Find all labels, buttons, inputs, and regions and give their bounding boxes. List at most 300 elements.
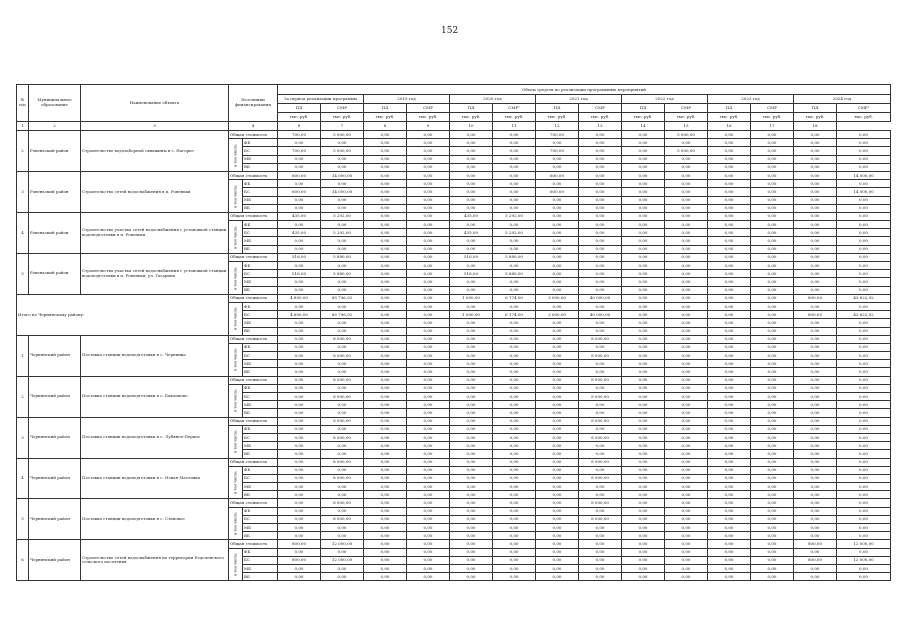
- value-cell: 0,00: [536, 262, 579, 270]
- value-cell: 8 000,00: [579, 499, 622, 507]
- value-cell: 0,00: [407, 212, 450, 220]
- value-cell: 0,00: [665, 483, 708, 491]
- value-cell: 0,00: [493, 221, 536, 229]
- value-cell: 0,00: [450, 319, 493, 327]
- value-cell: 0,00: [665, 540, 708, 548]
- value-cell: 8 000,00: [579, 376, 622, 384]
- header-unit-label: тыс. руб.: [708, 113, 751, 122]
- value-cell: 4 800,00: [278, 311, 321, 319]
- source-label: МБ: [243, 237, 278, 245]
- value-cell: 0,00: [837, 327, 891, 335]
- value-cell: 0,00: [665, 499, 708, 507]
- value-cell: 0,00: [665, 474, 708, 482]
- value-cell: 0,00: [794, 180, 837, 188]
- value-cell: 0,00: [665, 180, 708, 188]
- value-cell: 0,00: [622, 229, 665, 237]
- header-column-number: 16: [708, 122, 751, 131]
- value-cell: 0,00: [708, 262, 751, 270]
- value-cell: 0,00: [751, 450, 794, 458]
- value-cell: 0,00: [364, 548, 407, 556]
- header-year: 2023 год: [708, 95, 794, 104]
- value-cell: 0,00: [708, 556, 751, 564]
- value-cell: 0,00: [751, 229, 794, 237]
- value-cell: 0,00: [278, 564, 321, 572]
- object-cell: Строительство участка сетей водоснабжения с установкой станции водоподготовки в п. Ровеньки, ул. Гагарина: [81, 253, 229, 294]
- value-cell: 0,00: [450, 564, 493, 572]
- value-cell: 0,00: [794, 319, 837, 327]
- value-cell: 0,00: [622, 237, 665, 245]
- value-cell: 0,00: [665, 270, 708, 278]
- value-cell: 0,00: [794, 204, 837, 212]
- value-cell: 0,00: [364, 483, 407, 491]
- value-cell: 0,00: [536, 335, 579, 343]
- header-year: 2021 год: [536, 95, 622, 104]
- table-row: [17, 131, 891, 139]
- value-cell: 0,00: [579, 483, 622, 491]
- value-cell: 0,00: [579, 139, 622, 147]
- value-cell: 0,00: [364, 327, 407, 335]
- value-cell: 0,00: [794, 139, 837, 147]
- value-cell: 0,00: [622, 270, 665, 278]
- value-cell: 5 000,00: [321, 131, 364, 139]
- value-cell: 0,00: [450, 474, 493, 482]
- value-cell: 0,00: [278, 360, 321, 368]
- value-cell: 0,00: [751, 499, 794, 507]
- value-cell: 8 000,00: [579, 417, 622, 425]
- value-cell: 0,00: [493, 458, 536, 466]
- value-cell: 0,00: [751, 417, 794, 425]
- value-cell: 0,00: [665, 237, 708, 245]
- value-cell: 0,00: [450, 515, 493, 523]
- value-cell: 0,00: [794, 237, 837, 245]
- value-cell: 0,00: [407, 237, 450, 245]
- value-cell: 0,00: [321, 360, 364, 368]
- value-cell: 0,00: [708, 343, 751, 351]
- value-cell: 0,00: [708, 286, 751, 294]
- header-column-number: 2: [29, 122, 81, 131]
- value-cell: 0,00: [493, 188, 536, 196]
- value-cell: 700,00: [536, 147, 579, 155]
- value-cell: 0,00: [751, 393, 794, 401]
- row-number: 5: [17, 253, 29, 294]
- value-cell: 0,00: [837, 278, 891, 286]
- value-cell: 0,00: [837, 450, 891, 458]
- value-cell: 0,00: [751, 171, 794, 179]
- value-cell: 0,00: [364, 319, 407, 327]
- value-cell: 0,00: [708, 237, 751, 245]
- source-label: ВБ: [243, 245, 278, 253]
- value-cell: 0,00: [837, 352, 891, 360]
- value-cell: 0,00: [536, 302, 579, 310]
- value-cell: 0,00: [364, 368, 407, 376]
- source-label: МБ: [243, 442, 278, 450]
- value-cell: 8 000,00: [579, 474, 622, 482]
- value-cell: 0,00: [407, 229, 450, 237]
- value-cell: 0,00: [450, 335, 493, 343]
- value-cell: 0,00: [794, 327, 837, 335]
- header-unit-label: тыс. руб.: [622, 113, 665, 122]
- value-cell: 0,00: [450, 556, 493, 564]
- value-cell: 0,00: [579, 212, 622, 220]
- value-cell: 0,00: [622, 532, 665, 540]
- value-cell: 0,00: [794, 515, 837, 523]
- value-cell: 0,00: [278, 204, 321, 212]
- value-cell: 43 622,92: [837, 311, 891, 319]
- value-cell: 0,00: [536, 425, 579, 433]
- value-cell: 0,00: [665, 245, 708, 253]
- value-cell: 0,00: [622, 278, 665, 286]
- header-column-number: 10: [450, 122, 493, 131]
- value-cell: 0,00: [536, 564, 579, 572]
- value-cell: 0,00: [708, 491, 751, 499]
- value-cell: 0,00: [278, 335, 321, 343]
- value-cell: 0,00: [794, 221, 837, 229]
- value-cell: 0,00: [622, 393, 665, 401]
- value-cell: 0,00: [321, 384, 364, 392]
- value-cell: 0,00: [321, 401, 364, 409]
- value-cell: 0,00: [321, 343, 364, 351]
- header-sub-label: СМР: [665, 104, 708, 113]
- value-cell: 0,00: [708, 204, 751, 212]
- value-cell: 0,00: [708, 458, 751, 466]
- value-cell: 800,00: [278, 556, 321, 564]
- value-cell: 0,00: [622, 204, 665, 212]
- value-cell: 8 000,00: [321, 393, 364, 401]
- value-cell: 0,00: [837, 393, 891, 401]
- value-cell: 516,00: [450, 270, 493, 278]
- value-cell: 0,00: [364, 524, 407, 532]
- header-column-number: 4: [229, 122, 278, 131]
- header-column-number: 12: [536, 122, 579, 131]
- value-cell: 0,00: [321, 573, 364, 581]
- value-cell: 0,00: [665, 253, 708, 261]
- value-cell: 0,00: [665, 409, 708, 417]
- value-cell: 0,00: [364, 466, 407, 474]
- header-unit-label: тыс. руб.: [837, 113, 891, 122]
- value-cell: 0,00: [321, 302, 364, 310]
- value-cell: 0,00: [493, 548, 536, 556]
- value-cell: 0,00: [450, 499, 493, 507]
- value-cell: 0,00: [837, 532, 891, 540]
- header-sub-label: СМР: [321, 104, 364, 113]
- value-cell: 0,00: [493, 262, 536, 270]
- value-cell: 0,00: [493, 515, 536, 523]
- value-cell: 0,00: [450, 245, 493, 253]
- value-cell: 0,00: [837, 253, 891, 261]
- value-cell: 8 000,00: [579, 335, 622, 343]
- value-cell: 0,00: [837, 196, 891, 204]
- table-row: [17, 171, 891, 179]
- municipality-cell: Чернянский район: [29, 417, 81, 458]
- value-cell: 0,00: [493, 483, 536, 491]
- value-cell: 0,00: [278, 245, 321, 253]
- value-cell: 0,00: [665, 433, 708, 441]
- value-cell: 0,00: [278, 433, 321, 441]
- object-cell: Поставка станции водоподготовки в с. Новая Масловка: [81, 458, 229, 499]
- source-label: ВБ: [243, 491, 278, 499]
- header-unit-label: тыс. руб.: [751, 113, 794, 122]
- header-sub-label: ПД: [622, 104, 665, 113]
- value-cell: 0,00: [708, 401, 751, 409]
- value-cell: 0,00: [622, 368, 665, 376]
- value-cell: 435,00: [450, 229, 493, 237]
- value-cell: 0,00: [794, 352, 837, 360]
- value-cell: 0,00: [407, 450, 450, 458]
- value-cell: 0,00: [579, 245, 622, 253]
- value-cell: 0,00: [708, 384, 751, 392]
- value-cell: 0,00: [407, 409, 450, 417]
- value-cell: 0,00: [794, 417, 837, 425]
- value-cell: 0,00: [450, 204, 493, 212]
- value-cell: 435,00: [278, 212, 321, 220]
- value-cell: 0,00: [493, 302, 536, 310]
- object-cell: Строительство сетей водоснабжения на территории Ездоченского сельского поселения: [81, 540, 229, 581]
- value-cell: 0,00: [837, 409, 891, 417]
- value-cell: 0,00: [665, 221, 708, 229]
- value-cell: 0,00: [450, 548, 493, 556]
- value-cell: 0,00: [794, 155, 837, 163]
- value-cell: 0,00: [708, 466, 751, 474]
- value-cell: 5 000,00: [665, 147, 708, 155]
- value-cell: 0,00: [278, 163, 321, 171]
- value-cell: 0,00: [536, 376, 579, 384]
- value-cell: 6 174,00: [493, 311, 536, 319]
- value-cell: 8 000,00: [321, 458, 364, 466]
- header-year: 2020 год: [450, 95, 536, 104]
- source-label: ФБ: [243, 180, 278, 188]
- value-cell: 0,00: [407, 442, 450, 450]
- value-cell: 0,00: [450, 507, 493, 515]
- value-cell: 0,00: [407, 425, 450, 433]
- value-cell: 0,00: [321, 180, 364, 188]
- value-cell: 0,00: [708, 294, 751, 302]
- value-cell: 0,00: [536, 450, 579, 458]
- header-sub-label: СМР: [579, 104, 622, 113]
- value-cell: 0,00: [321, 532, 364, 540]
- row-number: 6: [17, 540, 29, 581]
- value-cell: 0,00: [321, 524, 364, 532]
- value-cell: 0,00: [579, 180, 622, 188]
- value-cell: 0,00: [364, 278, 407, 286]
- value-cell: 0,00: [364, 450, 407, 458]
- value-cell: 0,00: [450, 368, 493, 376]
- value-cell: 8 000,00: [321, 433, 364, 441]
- municipality-cell: Чернянский район: [29, 335, 81, 376]
- header-number-row: [17, 122, 891, 131]
- value-cell: 0,00: [751, 573, 794, 581]
- value-cell: 8 000,00: [579, 433, 622, 441]
- value-cell: 0,00: [278, 302, 321, 310]
- source-label: ВБ: [243, 327, 278, 335]
- value-cell: 0,00: [708, 155, 751, 163]
- value-cell: 0,00: [536, 433, 579, 441]
- value-cell: 0,00: [622, 180, 665, 188]
- value-cell: 0,00: [708, 245, 751, 253]
- value-cell: 0,00: [407, 327, 450, 335]
- value-cell: 0,00: [837, 131, 891, 139]
- value-cell: 0,00: [837, 491, 891, 499]
- value-cell: 0,00: [708, 417, 751, 425]
- value-cell: 5 292,00: [493, 212, 536, 220]
- value-cell: 40 000,00: [579, 294, 622, 302]
- value-cell: 0,00: [708, 483, 751, 491]
- value-cell: 0,00: [794, 384, 837, 392]
- value-cell: 0,00: [493, 564, 536, 572]
- value-cell: 0,00: [837, 204, 891, 212]
- value-cell: 0,00: [708, 507, 751, 515]
- value-cell: 0,00: [708, 442, 751, 450]
- source-label: ФБ: [243, 221, 278, 229]
- value-cell: 0,00: [407, 532, 450, 540]
- value-cell: 0,00: [278, 286, 321, 294]
- value-cell: 0,00: [751, 278, 794, 286]
- value-cell: 0,00: [450, 458, 493, 466]
- value-cell: 0,00: [278, 409, 321, 417]
- value-cell: 0,00: [708, 196, 751, 204]
- value-cell: 0,00: [665, 352, 708, 360]
- value-cell: 0,00: [708, 319, 751, 327]
- value-cell: 0,00: [493, 335, 536, 343]
- value-cell: 0,00: [751, 294, 794, 302]
- vertical-label: в том числе:: [229, 180, 243, 213]
- value-cell: 0,00: [321, 442, 364, 450]
- header-column-number: 9: [407, 122, 450, 131]
- value-cell: 0,00: [493, 376, 536, 384]
- value-cell: 0,00: [364, 212, 407, 220]
- source-label: МБ: [243, 401, 278, 409]
- vertical-label: в том числе:: [229, 548, 243, 581]
- value-cell: 0,00: [493, 278, 536, 286]
- value-cell: 0,00: [493, 417, 536, 425]
- value-cell: 600,00: [278, 188, 321, 196]
- value-cell: 85 796,92: [321, 311, 364, 319]
- value-cell: 0,00: [364, 458, 407, 466]
- value-cell: 0,00: [794, 524, 837, 532]
- value-cell: 0,00: [493, 245, 536, 253]
- value-cell: 0,00: [450, 278, 493, 286]
- value-cell: 0,00: [794, 171, 837, 179]
- value-cell: 0,00: [837, 548, 891, 556]
- value-cell: 0,00: [665, 524, 708, 532]
- value-cell: 3 000,00: [536, 311, 579, 319]
- value-cell: 0,00: [278, 466, 321, 474]
- table-row: [17, 335, 891, 343]
- vertical-label: в том числе:: [229, 466, 243, 499]
- value-cell: 0,00: [751, 442, 794, 450]
- value-cell: 0,00: [708, 278, 751, 286]
- value-cell: 8 000,00: [579, 515, 622, 523]
- value-cell: 0,00: [407, 139, 450, 147]
- value-cell: 0,00: [493, 384, 536, 392]
- header-column-number: 13: [579, 122, 622, 131]
- value-cell: 800,00: [278, 540, 321, 548]
- source-label: ВБ: [243, 532, 278, 540]
- value-cell: 0,00: [493, 532, 536, 540]
- value-cell: 0,00: [665, 278, 708, 286]
- value-cell: 0,00: [407, 507, 450, 515]
- value-cell: 4 800,00: [278, 294, 321, 302]
- value-cell: 0,00: [837, 319, 891, 327]
- value-cell: 0,00: [536, 540, 579, 548]
- value-cell: 0,00: [794, 343, 837, 351]
- object-cell: Поставка станции водоподготовки в с. Чернянка: [81, 335, 229, 376]
- value-cell: 0,00: [407, 548, 450, 556]
- object-cell: Поставка станции водоподготовки в с. Лубяное-Первое: [81, 417, 229, 458]
- value-cell: 0,00: [794, 458, 837, 466]
- vertical-label: в том числе:: [229, 139, 243, 172]
- value-cell: 0,00: [278, 393, 321, 401]
- value-cell: 0,00: [579, 409, 622, 417]
- value-cell: 0,00: [321, 237, 364, 245]
- value-cell: 0,00: [278, 180, 321, 188]
- value-cell: 0,00: [450, 483, 493, 491]
- value-cell: 0,00: [794, 450, 837, 458]
- value-cell: 0,00: [665, 564, 708, 572]
- value-cell: 0,00: [837, 499, 891, 507]
- value-cell: 0,00: [536, 483, 579, 491]
- value-cell: 0,00: [751, 302, 794, 310]
- value-cell: 0,00: [493, 442, 536, 450]
- value-cell: 0,00: [407, 343, 450, 351]
- value-cell: 0,00: [665, 425, 708, 433]
- value-cell: 0,00: [837, 524, 891, 532]
- value-cell: 0,00: [837, 433, 891, 441]
- value-cell: 0,00: [708, 368, 751, 376]
- table-row: [17, 417, 891, 425]
- value-cell: 0,00: [536, 196, 579, 204]
- value-cell: 0,00: [622, 491, 665, 499]
- value-cell: 0,00: [665, 458, 708, 466]
- value-cell: 0,00: [579, 425, 622, 433]
- value-cell: 0,00: [407, 401, 450, 409]
- value-cell: 0,00: [751, 556, 794, 564]
- value-cell: 0,00: [665, 466, 708, 474]
- value-cell: 0,00: [751, 180, 794, 188]
- value-cell: 0,00: [407, 458, 450, 466]
- value-cell: 0,00: [794, 253, 837, 261]
- value-cell: 0,00: [364, 131, 407, 139]
- source-label: БС: [243, 311, 278, 319]
- value-cell: 8 000,00: [321, 335, 364, 343]
- value-cell: 0,00: [407, 474, 450, 482]
- value-cell: 0,00: [708, 376, 751, 384]
- value-cell: 0,00: [665, 384, 708, 392]
- value-cell: 0,00: [622, 540, 665, 548]
- header-column-number: 14: [622, 122, 665, 131]
- value-cell: 0,00: [278, 384, 321, 392]
- value-cell: 8 000,00: [321, 474, 364, 482]
- header-no: № п/п: [17, 85, 29, 122]
- value-cell: 0,00: [536, 237, 579, 245]
- value-cell: 0,00: [364, 270, 407, 278]
- value-cell: 3 000,00: [536, 294, 579, 302]
- value-cell: 0,00: [364, 499, 407, 507]
- value-cell: 0,00: [708, 360, 751, 368]
- value-cell: 0,00: [407, 131, 450, 139]
- value-cell: 0,00: [794, 302, 837, 310]
- value-cell: 0,00: [407, 196, 450, 204]
- value-cell: 0,00: [665, 515, 708, 523]
- header-sub-label: СМР: [407, 104, 450, 113]
- value-cell: 0,00: [536, 204, 579, 212]
- value-cell: 0,00: [493, 286, 536, 294]
- value-cell: 0,00: [622, 212, 665, 220]
- value-cell: 0,00: [751, 360, 794, 368]
- value-cell: 0,00: [407, 368, 450, 376]
- value-cell: 0,00: [364, 540, 407, 548]
- source-label: БС: [243, 229, 278, 237]
- value-cell: 0,00: [278, 401, 321, 409]
